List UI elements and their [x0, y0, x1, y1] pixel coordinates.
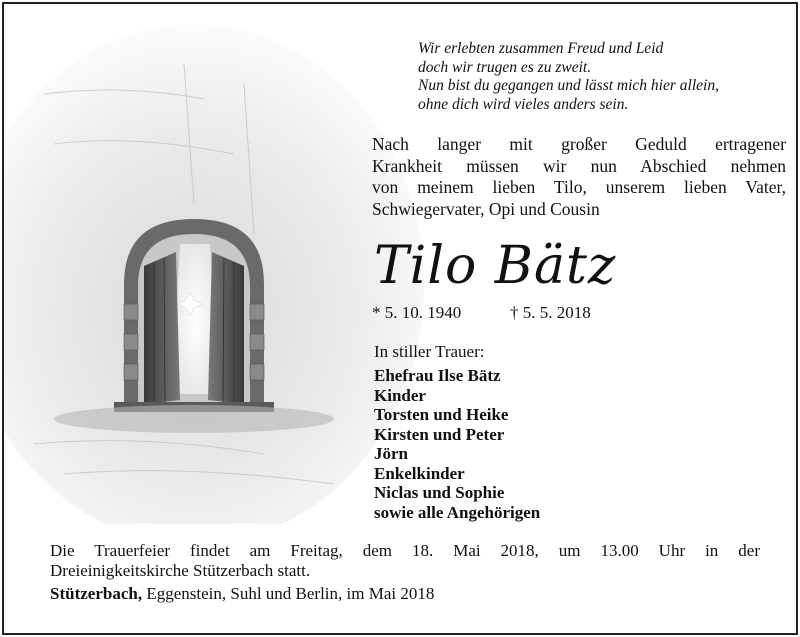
mourning-heading: In stiller Trauer:: [374, 342, 485, 361]
mourner-line: Ehefrau Ilse Bätz: [374, 366, 501, 385]
mourner-line: Enkelkinder: [374, 463, 465, 483]
poem-line: ohne dich wird vieles anders sein.: [418, 95, 629, 113]
place-rest: Eggenstein, Suhl und Berlin, im Mai 2018: [142, 584, 435, 603]
birth-date: * 5. 10. 1940: [372, 303, 462, 322]
mourner-line: Niclas und Sophie: [374, 483, 505, 502]
funeral-service-notice: [50, 541, 760, 581]
intro-line: von meinem lieben Tilo, unserem lieben Vater,: [372, 177, 786, 197]
mourner-line: sowie alle Angehörigen: [374, 502, 541, 522]
service-line: Dreieinigkeitskirche Stützerbach statt.: [50, 561, 311, 580]
poem-line: Wir erlebten zusammen Freud und Leid: [418, 40, 664, 57]
intro-text: [372, 134, 786, 220]
intro-line: Nach langer mit großer Geduld ertragener: [372, 134, 786, 154]
obituary-frame: [2, 2, 798, 635]
poem-line: doch wir trugen es zu zweit.: [418, 58, 592, 76]
mourner-line: Torsten und Heike: [374, 405, 509, 424]
mourner-line: Kirsten und Peter: [374, 424, 505, 444]
poem-line: Nun bist du gegangen und lässt mich hier allein,: [418, 77, 719, 94]
poem: [418, 40, 788, 114]
intro-line: Schwiegervater, Opi und Cousin: [372, 198, 600, 219]
mourner-line: Kinder: [374, 385, 426, 405]
service-line: Die Trauerfeier findet am Freitag, dem 18. Mai 2018, um 13.00 Uhr in der: [50, 541, 760, 560]
intro-line: Krankheit müssen wir nun Abschied nehmen: [372, 155, 786, 176]
place-town: Stützerbach,: [50, 584, 143, 603]
mourner-line: Jörn: [374, 444, 408, 463]
mourners-list: [374, 366, 540, 522]
life-dates: [372, 302, 591, 324]
death-date: † 5. 5. 2018: [510, 303, 591, 322]
deceased-name: Tilo Bätz: [374, 236, 617, 296]
place-and-date: [50, 584, 434, 604]
